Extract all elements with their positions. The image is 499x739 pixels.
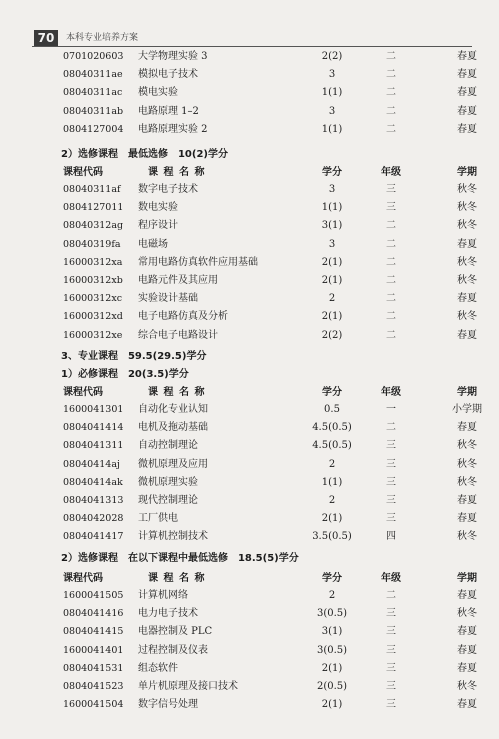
course-code: 08040414ak: [63, 476, 123, 488]
course-credit: 2: [328, 293, 336, 305]
course-term: 春夏: [457, 105, 477, 117]
course-name: 大学物理实验 3: [138, 51, 208, 62]
course-code: 0701020603: [63, 51, 124, 62]
course-credit: 2: [328, 458, 336, 470]
course-credit: 2(2): [321, 51, 343, 62]
course-term: 秋冬: [457, 184, 477, 195]
table-row: [0, 121, 499, 138]
course-name: 计算机网络: [138, 590, 188, 601]
table-row: [0, 401, 499, 418]
course-grade: 二: [386, 256, 396, 268]
course-name: 电力电子技术: [138, 608, 198, 620]
course-term: 春夏: [457, 123, 477, 135]
course-term: 秋冬: [457, 531, 477, 543]
page-number: 70: [34, 30, 58, 46]
col-code-header: 课程代码: [63, 387, 103, 398]
col-name-header: 课 程 名 称: [148, 573, 206, 584]
course-term: 秋冬: [457, 220, 477, 232]
course-credit: 1(1): [321, 476, 343, 488]
table-header: [0, 570, 499, 587]
col-credit-header: 学分: [322, 387, 342, 398]
table-row: [0, 456, 499, 473]
table-row: [0, 217, 499, 234]
course-code: 08040312ag: [63, 220, 124, 232]
course-name: 数字电子技术: [138, 184, 198, 195]
table-row: [0, 474, 499, 491]
course-term: 春夏: [457, 329, 477, 341]
course-term: 春夏: [457, 662, 477, 674]
course-code: 0804041417: [63, 531, 124, 543]
course-name: 实验设计基础: [138, 293, 198, 305]
course-credit: 2(0.5): [316, 681, 348, 692]
course-grade: 三: [386, 699, 396, 711]
table-row: [0, 290, 499, 307]
course-credit: 2(1): [321, 513, 343, 525]
col-grade-header: 年级: [381, 573, 401, 584]
col-grade-header: 年级: [381, 167, 401, 178]
course-grade: 二: [386, 220, 396, 232]
course-credit: 0.5: [324, 404, 340, 415]
course-grade: 二: [386, 293, 396, 305]
course-grade: 二: [386, 87, 396, 99]
course-name: 工厂供电: [138, 513, 178, 525]
section-title: 3、专业课程 59.5(29.5)学分: [61, 351, 207, 362]
course-code: 08040311ac: [63, 87, 123, 99]
course-grade: 二: [386, 329, 396, 341]
course-grade: 二: [386, 422, 396, 434]
course-code: 16000312xa: [63, 256, 123, 268]
course-credit: 3(1): [321, 220, 343, 232]
course-credit: 3: [328, 105, 336, 117]
course-credit: 3: [328, 184, 336, 195]
course-term: 春夏: [457, 495, 477, 506]
course-term: 小学期: [452, 404, 482, 415]
table-row: [0, 254, 499, 271]
course-grade: 二: [386, 590, 396, 601]
course-term: 秋冬: [457, 275, 477, 286]
table-row: [0, 510, 499, 527]
course-code: 08040311ab: [63, 105, 124, 117]
course-grade: 三: [386, 458, 396, 470]
course-credit: 3(1): [321, 626, 343, 638]
course-grade: 三: [386, 184, 396, 195]
table-row: [0, 660, 499, 677]
course-credit: 2(2): [321, 329, 343, 341]
table-row: [0, 623, 499, 640]
course-name: 数字信号处理: [138, 699, 198, 711]
course-grade: 三: [386, 626, 396, 638]
course-grade: 一: [386, 404, 396, 415]
course-grade: 三: [386, 662, 396, 674]
course-code: 0804127004: [63, 123, 124, 135]
course-credit: 1(1): [321, 87, 343, 99]
course-term: 秋冬: [457, 476, 477, 488]
course-credit: 3: [328, 69, 336, 81]
course-credit: 3(0.5): [316, 608, 348, 620]
table-row: [0, 678, 499, 695]
section-title: 2）选修课程 最低选修 10(2)学分: [61, 149, 228, 160]
section-title: 1）必修课程 20(3.5)学分: [61, 369, 189, 380]
course-name: 电磁场: [138, 238, 168, 250]
course-term: 秋冬: [457, 256, 477, 268]
course-term: 秋冬: [457, 311, 477, 323]
table-row: [0, 181, 499, 198]
course-term: 春夏: [457, 293, 477, 305]
course-code: 08040311ae: [63, 69, 123, 81]
course-name: 计算机控制技术: [138, 531, 208, 543]
course-term: 春夏: [457, 87, 477, 99]
course-term: 春夏: [457, 422, 477, 434]
course-name: 程序设计: [138, 220, 178, 232]
course-code: 0804041313: [63, 495, 124, 506]
course-name: 自动化专业认知: [138, 404, 208, 415]
course-name: 微机原理及应用: [138, 458, 208, 470]
course-code: 16000312xd: [63, 311, 123, 323]
course-code: 16000312xe: [63, 329, 123, 341]
course-term: 秋冬: [457, 458, 477, 470]
course-code: 0804042028: [63, 513, 124, 525]
course-name: 模拟电子技术: [138, 69, 198, 81]
course-credit: 2(1): [321, 311, 343, 323]
course-name: 电路原理实验 2: [138, 123, 208, 135]
course-grade: 二: [386, 238, 396, 250]
course-credit: 2: [328, 590, 336, 601]
table-row: [0, 84, 499, 101]
course-code: 16000312xc: [63, 293, 123, 305]
course-credit: 2(1): [321, 662, 343, 674]
col-name-header: 课 程 名 称: [148, 167, 206, 178]
course-code: 0804041414: [63, 422, 124, 434]
course-name: 电路元件及其应用: [138, 275, 218, 286]
table-row: [0, 66, 499, 83]
table-row: [0, 199, 499, 216]
course-term: 秋冬: [457, 608, 477, 620]
course-code: 1600041401: [63, 644, 124, 656]
course-code: 0804041311: [63, 440, 124, 452]
course-grade: 三: [386, 644, 396, 656]
table-row: [0, 272, 499, 289]
section-title: 2）选修课程 在以下课程中最低选修 18.5(5)学分: [61, 553, 299, 564]
course-name: 综合电子电路设计: [138, 329, 218, 341]
course-term: 春夏: [457, 626, 477, 638]
table-row: [0, 437, 499, 454]
col-name-header: 课 程 名 称: [148, 387, 206, 398]
course-code: 0804041416: [63, 608, 124, 620]
col-code-header: 课程代码: [63, 573, 103, 584]
course-code: 1600041504: [63, 699, 124, 711]
running-title: 本科专业培养方案: [66, 33, 139, 43]
col-credit-header: 学分: [322, 573, 342, 584]
table-row: [0, 236, 499, 253]
col-grade-header: 年级: [381, 387, 401, 398]
table-row: [0, 642, 499, 659]
course-name: 微机原理实验: [138, 476, 198, 488]
course-credit: 2(1): [321, 256, 343, 268]
course-credit: 1(1): [321, 202, 343, 214]
course-grade: 三: [386, 681, 396, 692]
course-code: 08040319fa: [63, 238, 121, 250]
course-term: 春夏: [457, 238, 477, 250]
course-term: 春夏: [457, 513, 477, 525]
table-row: [0, 308, 499, 325]
course-name: 电机及拖动基础: [138, 422, 208, 434]
course-code: 0804041523: [63, 681, 124, 692]
course-name: 自动控制理论: [138, 440, 198, 452]
course-term: 秋冬: [457, 681, 477, 692]
course-term: 春夏: [457, 590, 477, 601]
course-grade: 二: [386, 123, 396, 135]
table-row: [0, 605, 499, 622]
table-header: [0, 164, 499, 181]
course-name: 常用电路仿真软件应用基础: [138, 256, 258, 268]
course-term: 春夏: [457, 69, 477, 81]
course-term: 秋冬: [457, 440, 477, 452]
course-code: 1600041301: [63, 404, 124, 415]
course-grade: 三: [386, 495, 396, 506]
course-name: 过程控制及仪表: [138, 644, 208, 656]
course-term: 秋冬: [457, 202, 477, 214]
course-grade: 二: [386, 51, 396, 62]
course-code: 1600041505: [63, 590, 124, 601]
course-credit: 4.5(0.5): [312, 440, 352, 452]
course-code: 08040414aj: [63, 458, 120, 470]
course-code: 0804127011: [63, 202, 124, 214]
course-term: 春夏: [457, 644, 477, 656]
course-grade: 三: [386, 513, 396, 525]
course-grade: 三: [386, 202, 396, 214]
col-term-header: 学期: [457, 167, 477, 178]
course-grade: 二: [386, 69, 396, 81]
table-row: [0, 528, 499, 545]
table-row: [0, 327, 499, 344]
course-name: 现代控制理论: [138, 495, 198, 506]
course-grade: 二: [386, 311, 396, 323]
course-code: 16000312xb: [63, 275, 123, 286]
course-credit: 4.5(0.5): [312, 422, 352, 434]
course-credit: 3.5(0.5): [312, 531, 352, 543]
col-code-header: 课程代码: [63, 167, 103, 178]
course-credit: 2(1): [321, 275, 343, 286]
course-code: 08040311af: [63, 184, 121, 195]
course-name: 数电实验: [138, 202, 178, 214]
course-code: 0804041415: [63, 626, 124, 638]
course-name: 模电实验: [138, 87, 178, 99]
table-row: [0, 48, 499, 65]
course-grade: 三: [386, 440, 396, 452]
col-credit-header: 学分: [322, 167, 342, 178]
course-credit: 3(0.5): [316, 644, 348, 656]
course-credit: 2(1): [321, 699, 343, 711]
table-header: [0, 384, 499, 401]
course-term: 春夏: [457, 51, 477, 62]
table-row: [0, 587, 499, 604]
course-credit: 1(1): [321, 123, 343, 135]
course-grade: 二: [386, 275, 396, 286]
course-credit: 3: [328, 238, 336, 250]
course-name: 单片机原理及接口技术: [138, 681, 238, 692]
col-term-header: 学期: [457, 387, 477, 398]
course-grade: 二: [386, 105, 396, 117]
course-name: 电路原理 1–2: [138, 105, 199, 117]
table-row: [0, 492, 499, 509]
course-code: 0804041531: [63, 662, 124, 674]
course-term: 春夏: [457, 699, 477, 711]
course-grade: 四: [386, 531, 396, 543]
course-credit: 2: [328, 495, 336, 506]
course-name: 组态软件: [138, 662, 178, 674]
table-row: [0, 103, 499, 120]
table-row: [0, 419, 499, 436]
col-term-header: 学期: [457, 573, 477, 584]
course-grade: 三: [386, 608, 396, 620]
page-header: [32, 30, 472, 47]
course-name: 电器控制及 PLC: [138, 626, 213, 638]
course-grade: 三: [386, 476, 396, 488]
table-row: [0, 696, 499, 713]
course-name: 电子电路仿真及分析: [138, 311, 228, 323]
